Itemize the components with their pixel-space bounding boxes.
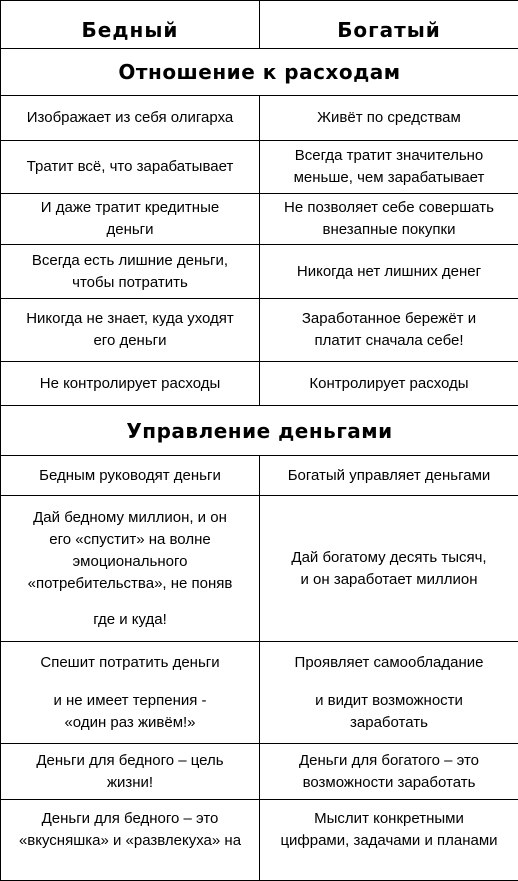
cell-text: Всегда есть лишние деньги, [5,250,255,272]
poor-cell [1,299,260,362]
cell-text: Всегда тратит значительно [264,145,514,167]
cell-text: Деньги для бедного – цель [5,750,255,772]
table-row [1,141,518,194]
table-row [1,496,518,642]
cell-text: внезапные покупки [264,219,514,241]
header-poor: Бедный [1,1,260,49]
line-gap [5,674,255,690]
table-row [1,744,518,800]
cell-text: «потребительства», не поняв [5,573,255,595]
cell-text: Богатый управляет деньгами [264,465,514,487]
cell-text: и он заработает миллион [264,569,514,591]
table-row [1,194,518,245]
cell-text: Не контролирует расходы [5,373,255,395]
cell-text: где и куда! [5,609,255,631]
cell-text: Бедным руководят деньги [5,465,255,487]
poor-cell [1,642,260,744]
section-title-management: Управление деньгами [1,406,518,456]
rich-cell [260,245,518,299]
cell-text: Дай богатому десять тысяч, [264,547,514,569]
cell-text: Проявляет самообладание [264,652,514,674]
cell-text: Никогда нет лишних денег [264,261,514,283]
table-row [1,299,518,362]
poor-cell [1,245,260,299]
table-row [1,642,518,744]
cell-text: «вкусняшка» и «развлекуха» на [5,830,255,852]
rich-cell [260,642,518,744]
rich-cell [260,299,518,362]
table-row [1,456,518,496]
cell-text: меньше, чем зарабатывает [264,167,514,189]
line-gap [5,595,255,609]
rich-cell [260,362,518,406]
header-row [1,1,518,49]
cell-text: Деньги для бедного – это [5,808,255,830]
cell-text: «один раз живём!» [5,712,255,734]
cell-text: Заработанное бережёт и [264,308,514,330]
poor-cell [1,456,260,496]
cell-text: Живёт по средствам [264,107,514,129]
line-gap [264,674,514,690]
cell-text: И даже тратит кредитные [5,197,255,219]
table-row [1,800,518,881]
rich-cell [260,456,518,496]
cell-text: заработать [264,712,514,734]
cell-text: Никогда не знает, куда уходят [5,308,255,330]
rich-cell [260,800,518,881]
cell-text: деньги [5,219,255,241]
poor-cell [1,800,260,881]
cell-text: Мыслит конкретными [264,808,514,830]
rich-cell [260,744,518,800]
cell-text: чтобы потратить [5,272,255,294]
poor-cell [1,362,260,406]
poor-cell [1,744,260,800]
cell-text: его «спустит» на волне [5,529,255,551]
cell-text: и видит возможности [264,690,514,712]
cell-text: Дай бедному миллион, и он [5,507,255,529]
section-row [1,49,518,96]
cell-text: Изображает из себя олигарха [5,107,255,129]
poor-cell [1,194,260,245]
rich-cell [260,96,518,141]
poor-cell [1,496,260,642]
cell-text: возможности заработать [264,772,514,794]
cell-text: Спешит потратить деньги [5,652,255,674]
cell-text: цифрами, задачами и планами [264,830,514,852]
cell-text: Деньги для богатого – это [264,750,514,772]
cell-text: эмоционального [5,551,255,573]
cell-text: Не позволяет себе совершать [264,197,514,219]
poor-cell [1,141,260,194]
rich-cell [260,141,518,194]
poor-cell [1,96,260,141]
section-title-spending: Отношение к расходам [1,49,518,96]
rich-cell [260,194,518,245]
table-row [1,245,518,299]
cell-text: Тратит всё, что зарабатывает [5,156,255,178]
cell-text: платит сначала себе! [264,330,514,352]
cell-text: его деньги [5,330,255,352]
cell-text: Контролирует расходы [264,373,514,395]
table-row [1,362,518,406]
cell-text: жизни! [5,772,255,794]
cell-text: и не имеет терпения - [5,690,255,712]
rich-cell [260,496,518,642]
section-row [1,406,518,456]
table-row [1,96,518,141]
header-rich: Богатый [260,1,518,49]
